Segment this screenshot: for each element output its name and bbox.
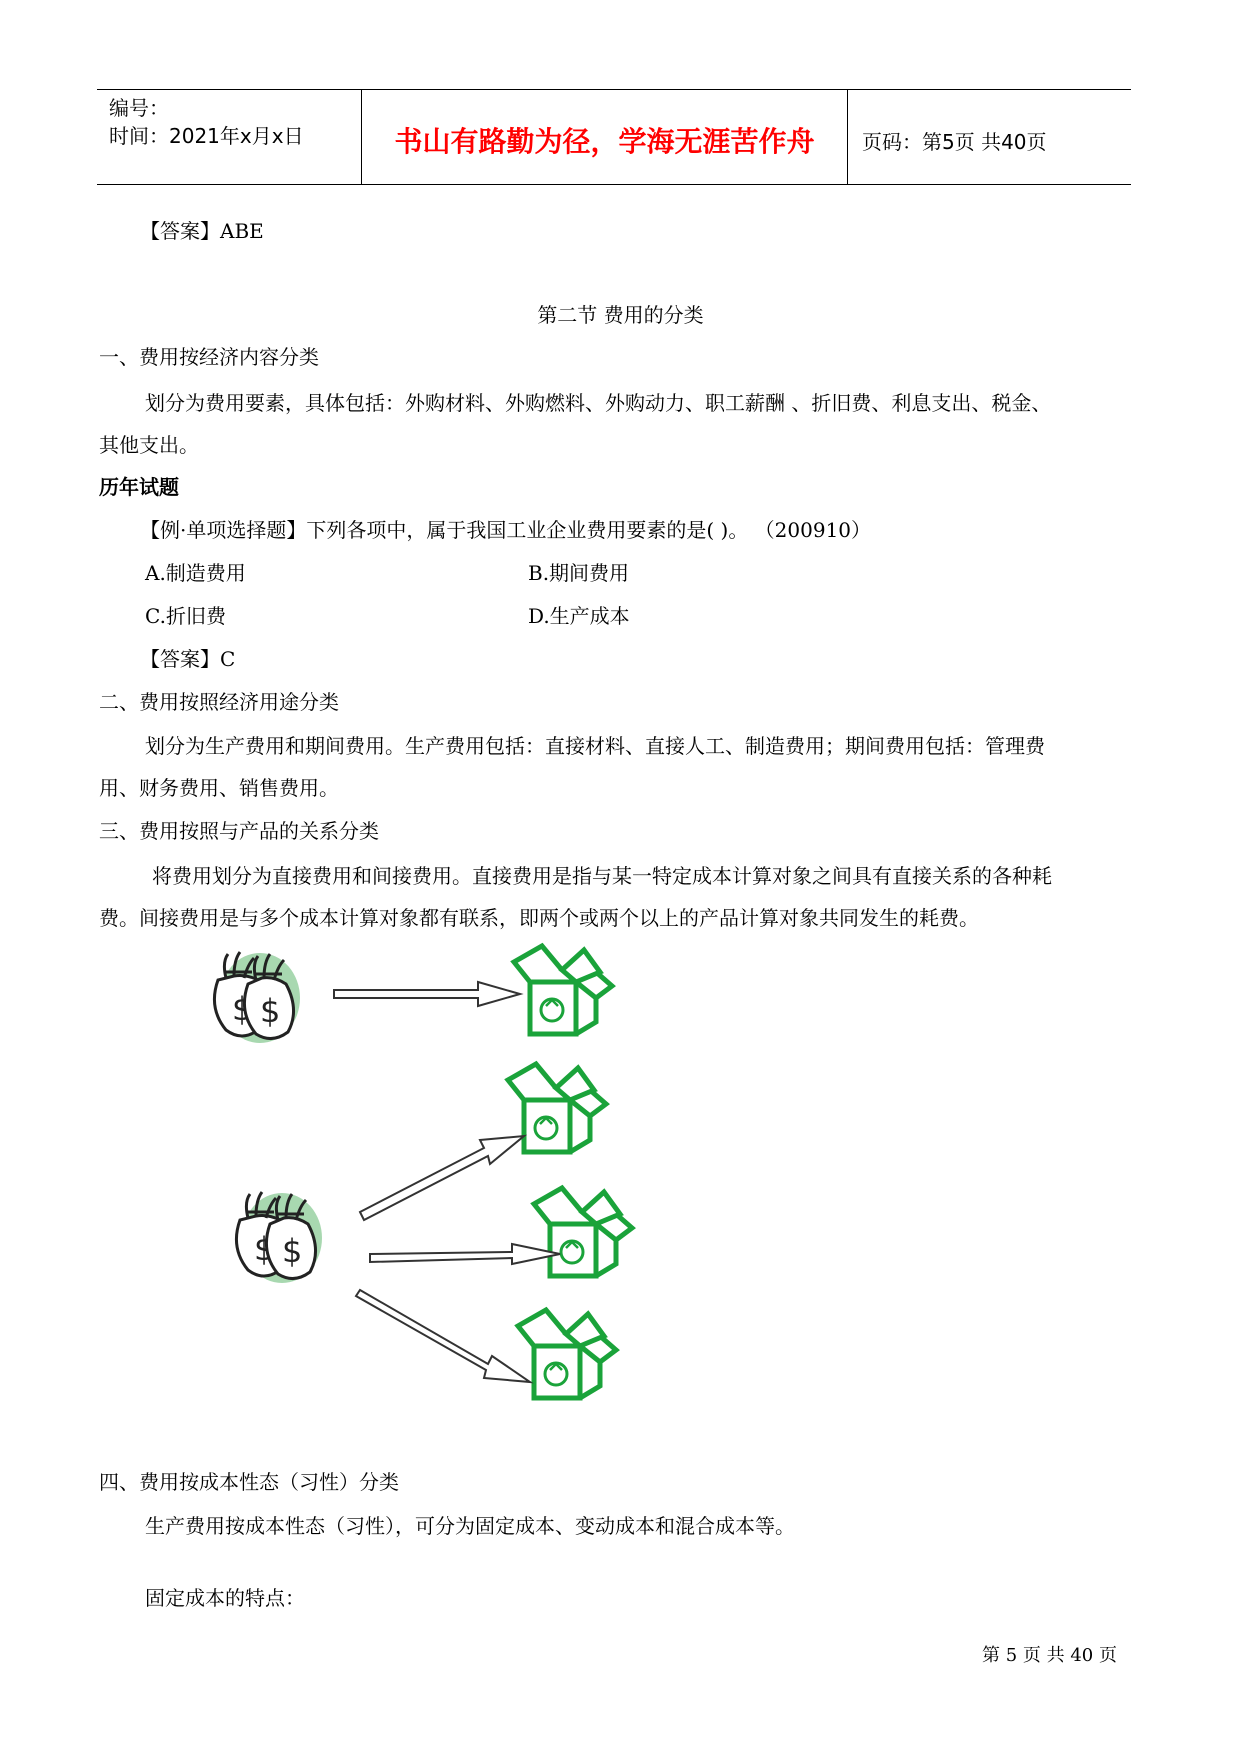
money-bags-icon [236,1192,322,1283]
recycle-box-icon [534,1188,632,1276]
motto: 书山有路勤为径，学海无涯苦作舟 [394,125,815,158]
option-a: A.制造费用 [145,561,246,585]
option-d: D.生产成本 [528,604,630,628]
date-label: 时间：2021年x月x日 [109,124,304,148]
recycle-box-icon [514,946,612,1034]
recycle-box-icon [508,1064,606,1152]
answer-1: 【答案】ABE [140,219,264,243]
number-label: 编号： [109,96,169,120]
paragraph-1-line-1: 划分为费用要素，具体包括：外购材料、外购燃料、外购动力、职工薪酬 、折旧费、利息支出、税金、 [145,391,1052,415]
paragraph-5: 固定成本的特点： [145,1586,305,1610]
option-b: B.期间费用 [528,561,630,585]
money-bags-icon [214,952,300,1043]
cost-diagram: $ $ [0,0,1241,1754]
question-text: 【例·单项选择题】下列各项中，属于我国工业企业费用要素的是( )。 （200910） [140,518,872,542]
page-footer: 第 5 页 共 40 页 [982,1645,1117,1666]
answer-2: 【答案】C [140,647,236,671]
paragraph-1-line-2: 其他支出。 [99,433,199,457]
arrow-up-right-icon [360,1136,524,1220]
arrow-right-icon [370,1244,560,1264]
heading-3: 三、费用按照与产品的关系分类 [99,819,379,843]
recycle-box-icon [518,1310,616,1398]
heading-2: 二、费用按照经济用途分类 [99,690,339,714]
arrow-right-icon [334,982,520,1006]
paragraph-2-line-2: 用、财务费用、销售费用。 [99,776,339,800]
option-c: C.折旧费 [145,604,226,628]
paragraph-2-line-1: 划分为生产费用和期间费用。生产费用包括：直接材料、直接人工、制造费用；期间费用包括：管理费 [145,734,1045,758]
paragraph-3-line-1: 将费用划分为直接费用和间接费用。直接费用是指与某一特定成本计算对象之间具有直接关系的各种耗 [152,864,1052,888]
arrow-down-right-icon [356,1290,530,1382]
heading-4: 四、费用按成本性态（习性）分类 [99,1470,399,1494]
page-info: 页码：第5页 共40页 [862,130,1047,154]
heading-1: 一、费用按经济内容分类 [99,345,319,369]
paragraph-4: 生产费用按成本性态（习性），可分为固定成本、变动成本和混合成本等。 [145,1514,795,1538]
paragraph-3-line-2: 费。间接费用是与多个成本计算对象都有联系，即两个或两个以上的产品计算对象共同发生的耗费。 [99,906,979,930]
section-title: 第二节 费用的分类 [537,303,704,327]
past-exams-heading: 历年试题 [99,475,179,499]
